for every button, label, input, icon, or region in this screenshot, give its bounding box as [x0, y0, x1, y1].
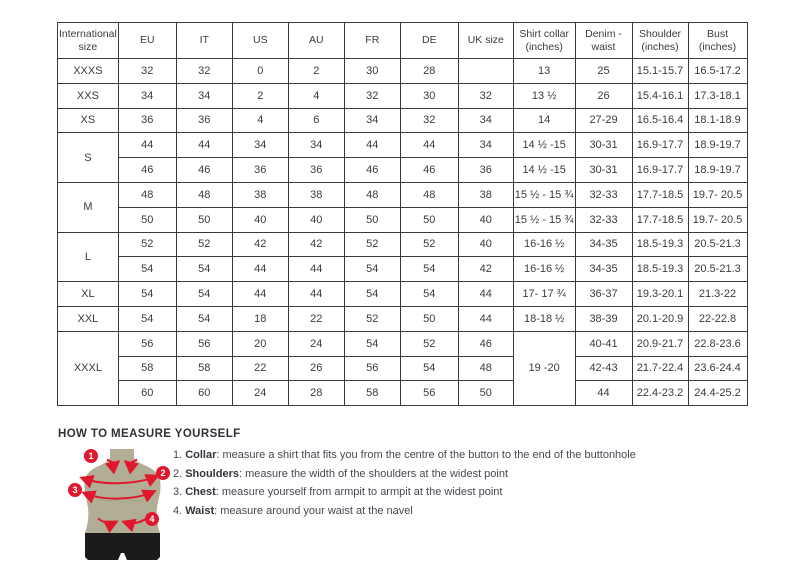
table-cell: 44 — [458, 306, 513, 331]
table-cell: 34 — [288, 133, 344, 158]
table-cell: 36 — [232, 158, 288, 183]
table-cell: 56 — [344, 356, 400, 381]
table-row — [58, 59, 748, 84]
column-header: EU — [118, 23, 176, 59]
table-cell: 32 — [118, 59, 176, 84]
step-text: : measure around your waist at the navel — [214, 504, 413, 517]
table-cell: 42 — [458, 257, 513, 282]
table-cell: XXL — [58, 306, 119, 331]
table-cell: 25 — [575, 59, 632, 84]
measure-badge-2 — [156, 466, 170, 480]
column-header: UK size — [458, 23, 513, 59]
step-number: 4. — [173, 504, 183, 517]
svg-text:4: 4 — [149, 514, 155, 524]
table-cell: 18.5-19.3 — [632, 232, 688, 257]
table-cell: 19.7- 20.5 — [688, 207, 747, 232]
table-cell — [458, 59, 513, 84]
table-cell: 54 — [344, 282, 400, 307]
table-cell: 48 — [400, 182, 458, 207]
table-cell: 16.9-17.7 — [632, 133, 688, 158]
table-cell: 40 — [288, 207, 344, 232]
table-cell: 32-33 — [575, 182, 632, 207]
table-cell: 40 — [458, 232, 513, 257]
table-cell: 22.4-23.2 — [632, 381, 688, 406]
table-cell: XXXL — [58, 331, 119, 405]
table-cell: 32 — [458, 83, 513, 108]
table-cell: 50 — [400, 207, 458, 232]
table-cell: 26 — [288, 356, 344, 381]
table-cell: 30-31 — [575, 158, 632, 183]
table-cell: 44 — [232, 257, 288, 282]
table-cell: 60 — [118, 381, 176, 406]
table-cell: 15.1-15.7 — [632, 59, 688, 84]
table-cell: 24 — [232, 381, 288, 406]
measure-step — [173, 465, 636, 484]
measure-badge-4 — [145, 512, 159, 526]
svg-text:3: 3 — [72, 485, 78, 495]
table-cell: 18 — [232, 306, 288, 331]
step-number: 2. — [173, 467, 183, 480]
table-cell: 16-16 ½ — [513, 257, 575, 282]
table-cell: 22-22.8 — [688, 306, 747, 331]
table-cell: 34 — [118, 83, 176, 108]
table-cell: 44 — [288, 282, 344, 307]
table-cell: 50 — [118, 207, 176, 232]
table-row — [58, 381, 748, 406]
svg-text:1: 1 — [88, 451, 94, 461]
table-cell: 4 — [288, 83, 344, 108]
table-cell: 46 — [400, 158, 458, 183]
column-header: DE — [400, 23, 458, 59]
table-cell: 17.3-18.1 — [688, 83, 747, 108]
table-cell: 15 ½ - 15 ¾ — [513, 207, 575, 232]
table-cell: 4 — [232, 108, 288, 133]
table-row — [58, 83, 748, 108]
measure-badge-1 — [84, 449, 98, 463]
table-row — [58, 257, 748, 282]
table-cell: 18.9-19.7 — [688, 133, 747, 158]
table-cell: 17.7-18.5 — [632, 182, 688, 207]
table-cell: 14 — [513, 108, 575, 133]
table-cell: 16.5-16.4 — [632, 108, 688, 133]
measure-step — [173, 483, 636, 502]
table-cell: 21.3-22 — [688, 282, 747, 307]
table-cell: 23.6-24.4 — [688, 356, 747, 381]
step-label: Waist — [185, 504, 215, 517]
table-cell: 15 ½ - 15 ¾ — [513, 182, 575, 207]
table-cell: 44 — [575, 381, 632, 406]
table-cell: 54 — [176, 282, 232, 307]
table-cell: 26 — [575, 83, 632, 108]
table-cell: 54 — [400, 257, 458, 282]
table-cell: 13 ½ — [513, 83, 575, 108]
table-cell: 19.7- 20.5 — [688, 182, 747, 207]
table-cell: 17.7-18.5 — [632, 207, 688, 232]
table-cell: 38 — [458, 182, 513, 207]
table-cell: 50 — [458, 381, 513, 406]
table-cell: 34 — [344, 108, 400, 133]
measure-step — [173, 502, 636, 521]
column-header: AU — [288, 23, 344, 59]
table-cell: 46 — [176, 158, 232, 183]
table-row — [58, 232, 748, 257]
table-cell: 13 — [513, 59, 575, 84]
table-cell: 52 — [400, 331, 458, 356]
table-cell: 44 — [458, 282, 513, 307]
table-row — [58, 306, 748, 331]
table-cell: 6 — [288, 108, 344, 133]
table-cell: 18.1-18.9 — [688, 108, 747, 133]
table-cell: 48 — [176, 182, 232, 207]
table-cell: 36 — [288, 158, 344, 183]
table-cell: 20 — [232, 331, 288, 356]
table-cell: 52 — [344, 306, 400, 331]
table-row — [58, 282, 748, 307]
table-cell: 19 -20 — [513, 331, 575, 405]
table-cell: 17- 17 ¾ — [513, 282, 575, 307]
table-cell: 56 — [176, 331, 232, 356]
table-cell: 46 — [344, 158, 400, 183]
table-cell: 22 — [232, 356, 288, 381]
step-label: Chest — [185, 486, 216, 498]
table-cell: 52 — [400, 232, 458, 257]
table-row — [58, 158, 748, 183]
size-table-body — [58, 59, 748, 406]
table-cell: 48 — [344, 182, 400, 207]
table-cell: 38 — [232, 182, 288, 207]
table-row — [58, 133, 748, 158]
svg-text:2: 2 — [160, 468, 166, 478]
table-cell: 44 — [232, 282, 288, 307]
table-cell: 36 — [176, 108, 232, 133]
table-cell: XXXS — [58, 59, 119, 84]
table-cell: 19.3-20.1 — [632, 282, 688, 307]
table-cell: 54 — [344, 257, 400, 282]
table-cell: 2 — [232, 83, 288, 108]
table-cell: 40 — [458, 207, 513, 232]
table-cell: 20.9-21.7 — [632, 331, 688, 356]
table-cell: 32 — [400, 108, 458, 133]
table-cell: 16.5-17.2 — [688, 59, 747, 84]
table-cell: 30 — [344, 59, 400, 84]
table-cell: 56 — [400, 381, 458, 406]
mannequin-shorts — [85, 533, 160, 560]
table-cell: 34-35 — [575, 257, 632, 282]
step-text: : measure yourself from armpit to armpit at the widest point — [215, 486, 503, 498]
table-cell: 30-31 — [575, 133, 632, 158]
table-cell: 44 — [344, 133, 400, 158]
size-chart-table — [57, 22, 748, 406]
table-cell: 20.1-20.9 — [632, 306, 688, 331]
column-header: Shoulder (inches) — [632, 23, 688, 59]
table-cell: 14 ½ -15 — [513, 133, 575, 158]
table-cell: 27-29 — [575, 108, 632, 133]
table-cell: 22 — [288, 306, 344, 331]
table-cell: 58 — [344, 381, 400, 406]
table-cell: 40 — [232, 207, 288, 232]
table-cell: 52 — [344, 232, 400, 257]
table-cell: 44 — [118, 133, 176, 158]
table-cell: 18.5-19.3 — [632, 257, 688, 282]
table-cell: 16-16 ½ — [513, 232, 575, 257]
table-cell: 42 — [232, 232, 288, 257]
table-cell: 36 — [458, 158, 513, 183]
table-cell: 54 — [118, 282, 176, 307]
table-cell: 38 — [288, 182, 344, 207]
step-text: : measure a shirt that fits you from the centre of the button to the end of the buttonhole — [216, 449, 636, 461]
table-cell: 34 — [176, 83, 232, 108]
column-header: IT — [176, 23, 232, 59]
table-cell: 22.8-23.6 — [688, 331, 747, 356]
table-cell: 36 — [118, 108, 176, 133]
table-cell: S — [58, 133, 119, 183]
column-header: Shirt collar (inches) — [513, 23, 575, 59]
table-cell: M — [58, 182, 119, 232]
table-cell: 18-18 ½ — [513, 306, 575, 331]
table-cell: 40-41 — [575, 331, 632, 356]
table-cell: 50 — [400, 306, 458, 331]
table-cell: 16.9-17.7 — [632, 158, 688, 183]
table-cell: 15.4-16.1 — [632, 83, 688, 108]
table-cell: 21.7-22.4 — [632, 356, 688, 381]
table-cell: 34 — [458, 133, 513, 158]
table-cell: 52 — [118, 232, 176, 257]
table-cell: 34 — [458, 108, 513, 133]
table-cell: 48 — [118, 182, 176, 207]
table-cell: 42-43 — [575, 356, 632, 381]
table-cell: 24.4-25.2 — [688, 381, 747, 406]
measure-step — [173, 446, 636, 465]
table-cell: 32 — [176, 59, 232, 84]
table-cell: 32-33 — [575, 207, 632, 232]
step-text: : measure the width of the shoulders at the widest point — [238, 467, 509, 480]
measure-badge-3 — [68, 483, 82, 497]
table-cell: 32 — [344, 83, 400, 108]
table-cell: 2 — [288, 59, 344, 84]
table-cell: 36-37 — [575, 282, 632, 307]
table-cell: 28 — [400, 59, 458, 84]
table-cell: 54 — [400, 282, 458, 307]
table-cell: 24 — [288, 331, 344, 356]
table-cell: 46 — [458, 331, 513, 356]
table-cell: 14 ½ -15 — [513, 158, 575, 183]
table-cell: 38-39 — [575, 306, 632, 331]
table-cell: 58 — [176, 356, 232, 381]
table-cell: 20.5-21.3 — [688, 232, 747, 257]
table-cell: 42 — [288, 232, 344, 257]
table-cell: 60 — [176, 381, 232, 406]
table-cell: 58 — [118, 356, 176, 381]
table-cell: 54 — [176, 306, 232, 331]
table-cell: 34 — [232, 133, 288, 158]
table-cell: 52 — [176, 232, 232, 257]
table-cell: 54 — [176, 257, 232, 282]
table-cell: XS — [58, 108, 119, 133]
step-label: Shoulders — [185, 467, 239, 480]
column-header: Denim - waist — [575, 23, 632, 59]
table-cell: 44 — [400, 133, 458, 158]
table-cell: XL — [58, 282, 119, 307]
column-header: US — [232, 23, 288, 59]
table-cell: XXS — [58, 83, 119, 108]
table-cell: 18.9-19.7 — [688, 158, 747, 183]
table-cell: 20.5-21.3 — [688, 257, 747, 282]
table-cell: 56 — [118, 331, 176, 356]
table-cell: 28 — [288, 381, 344, 406]
column-header: International size — [58, 23, 119, 59]
step-label: Collar — [185, 449, 217, 461]
table-row — [58, 182, 748, 207]
table-cell: 44 — [176, 133, 232, 158]
how-to-measure-title: HOW TO MEASURE YOURSELF — [58, 428, 241, 440]
column-header: Bust (inches) — [688, 23, 747, 59]
step-number: 3. — [173, 486, 183, 498]
table-cell: 0 — [232, 59, 288, 84]
table-cell: 54 — [400, 356, 458, 381]
table-row — [58, 207, 748, 232]
table-cell: 48 — [458, 356, 513, 381]
table-cell: 54 — [118, 257, 176, 282]
table-cell: 50 — [344, 207, 400, 232]
table-cell: 44 — [288, 257, 344, 282]
table-cell: 50 — [176, 207, 232, 232]
header-row — [58, 23, 748, 59]
table-cell: 34-35 — [575, 232, 632, 257]
table-cell: 54 — [344, 331, 400, 356]
table-row — [58, 108, 748, 133]
table-cell: 30 — [400, 83, 458, 108]
table-cell: L — [58, 232, 119, 282]
table-row — [58, 331, 748, 356]
table-cell: 54 — [118, 306, 176, 331]
table-cell: 46 — [118, 158, 176, 183]
measure-steps — [173, 446, 636, 520]
column-header: FR — [344, 23, 400, 59]
step-number: 1. — [173, 449, 183, 461]
table-row — [58, 356, 748, 381]
